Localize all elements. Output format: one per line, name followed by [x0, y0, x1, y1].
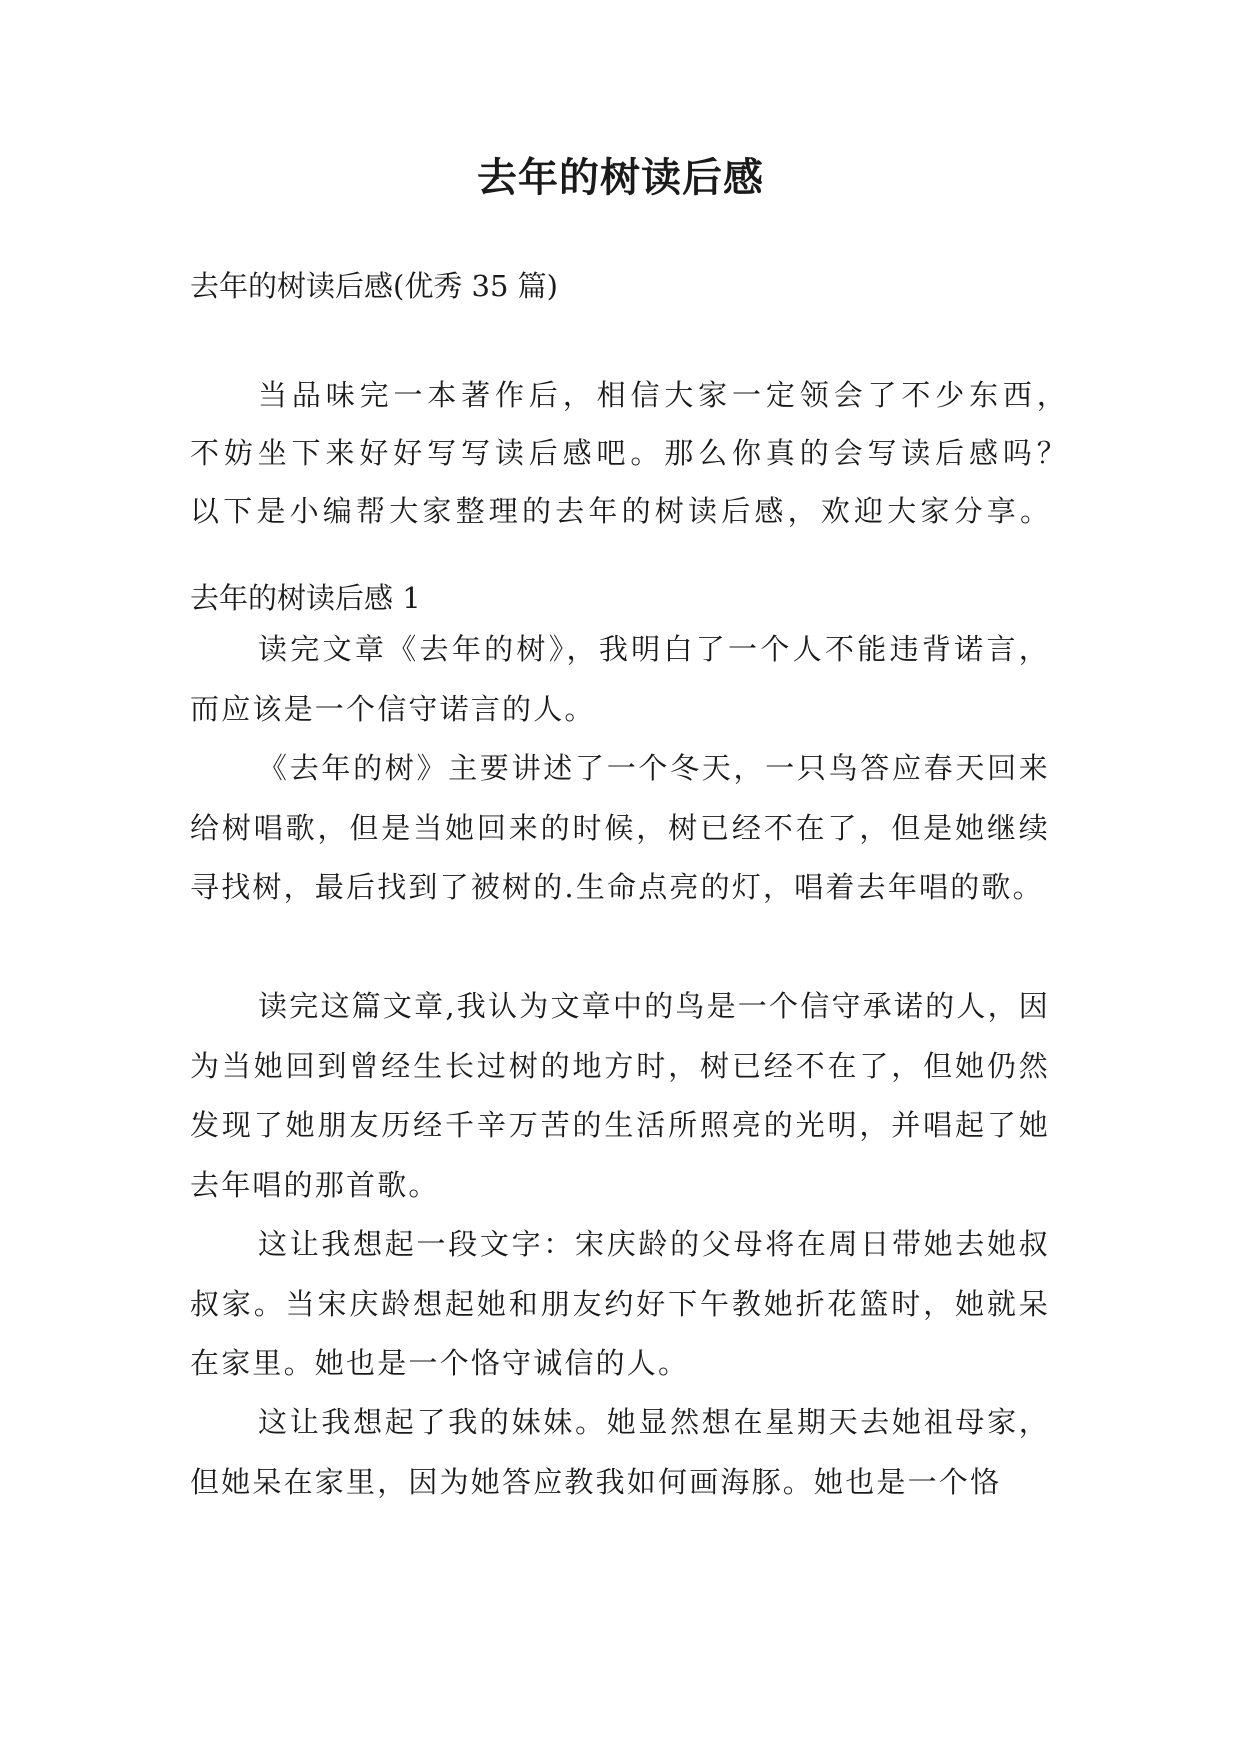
document-title: 去年的树读后感: [477, 155, 764, 201]
intro-paragraph: 当品味完一本著作后，相信大家一定领会了不少东西，不妨坐下来好好写写读后感吧。那么你真的会写读后感吗？以下是小编帮大家整理的去年的树读后感，欢迎大家分享。: [190, 378, 1070, 528]
body-paragraph-1: 读完文章《去年的树》，我明白了一个人不能违背诺言，而应该是一个信守诺言的人。: [190, 632, 1050, 726]
body-paragraph-5: 这让我想起了我的妹妹。她显然想在星期天去她祖母家，但她呆在家里，因为她答应教我如何画海豚。她也是一个恪: [190, 1405, 1050, 1499]
section-heading: 去年的树读后感 1: [190, 581, 421, 615]
document-subtitle: 去年的树读后感(优秀 35 篇): [190, 269, 558, 303]
body-paragraph-3: 读完这篇文章,我认为文章中的鸟是一个信守承诺的人，因为当她回到曾经生长过树的地方时，树已经不在了，但她仍然发现了她朋友历经千辛万苦的生活所照亮的光明，并唱起了她去年唱的那首歌。: [190, 989, 1050, 1202]
body-paragraph-2: 《去年的树》主要讲述了一个冬天，一只鸟答应春天回来给树唱歌，但是当她回来的时候，树已经不在了，但是她继续寻找树，最后找到了被树的.生命点亮的灯，唱着去年唱的歌。: [190, 751, 1050, 904]
body-paragraph-4: 这让我想起一段文字：宋庆龄的父母将在周日带她去她叔叔家。当宋庆龄想起她和朋友约好下午教她折花篮时，她就呆在家里。她也是一个恪守诚信的人。: [190, 1227, 1050, 1380]
